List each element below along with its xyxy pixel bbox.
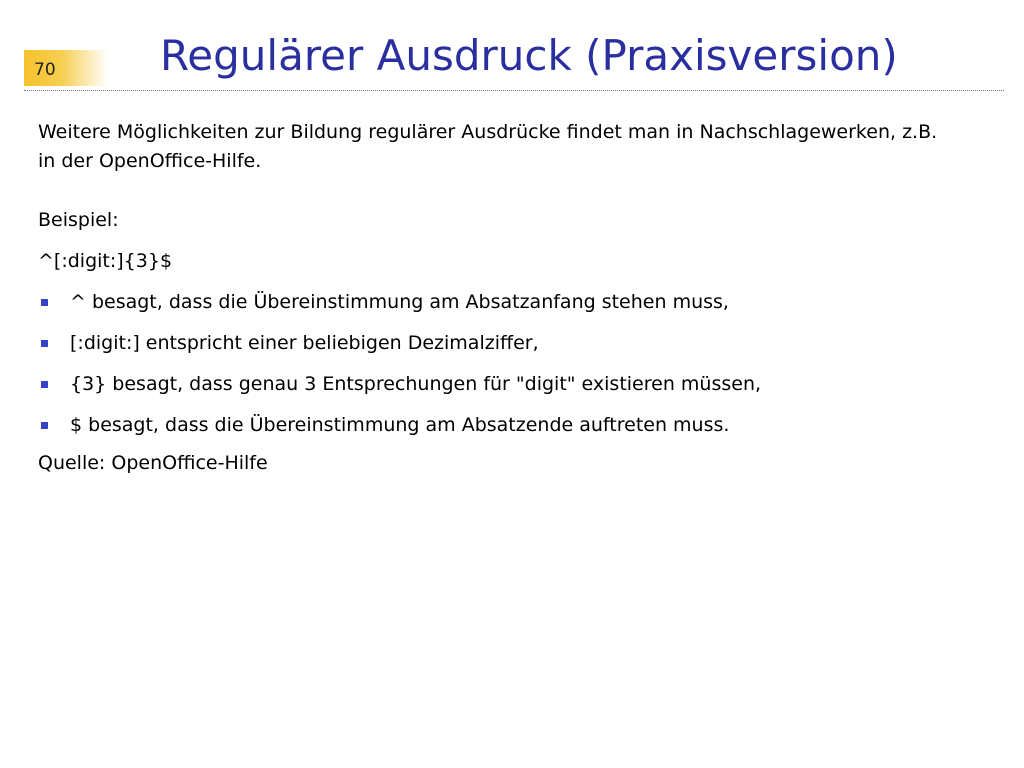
list-item-text: {3} besagt, dass genau 3 Entsprechungen für "digit" existieren müssen, bbox=[70, 373, 762, 395]
list-item bbox=[38, 413, 998, 437]
slide-body bbox=[38, 118, 998, 475]
list-item-text: ^ besagt, dass die Übereinstimmung am Absatzanfang stehen muss, bbox=[70, 291, 729, 313]
page-number: 70 bbox=[34, 60, 56, 80]
slide-title: Regulärer Ausdruck (Praxisversion) bbox=[160, 31, 898, 80]
square-bullet-icon bbox=[41, 422, 48, 429]
regex-pattern: ^[:digit:]{3}$ bbox=[38, 250, 173, 272]
intro-paragraph bbox=[38, 118, 998, 176]
list-item bbox=[38, 331, 998, 355]
intro-line-2: in der OpenOffice-Hilfe. bbox=[38, 150, 262, 172]
list-item-text: $ besagt, dass die Übereinstimmung am Absatzende auftreten muss. bbox=[70, 414, 730, 436]
source-note: Quelle: OpenOffice-Hilfe bbox=[38, 452, 268, 474]
list-item-text: [:digit:] entspricht einer beliebigen Dezimalziffer, bbox=[70, 332, 539, 354]
explanation-list bbox=[38, 290, 998, 437]
square-bullet-icon bbox=[41, 381, 48, 388]
square-bullet-icon bbox=[41, 340, 48, 347]
list-item bbox=[38, 290, 998, 314]
square-bullet-icon bbox=[41, 299, 48, 306]
example-label: Beispiel: bbox=[38, 209, 119, 231]
list-item bbox=[38, 372, 998, 396]
intro-line-1: Weitere Möglichkeiten zur Bildung regulärer Ausdrücke findet man in Nachschlagewerken, z.B. bbox=[38, 121, 938, 143]
title-divider bbox=[24, 90, 1004, 91]
